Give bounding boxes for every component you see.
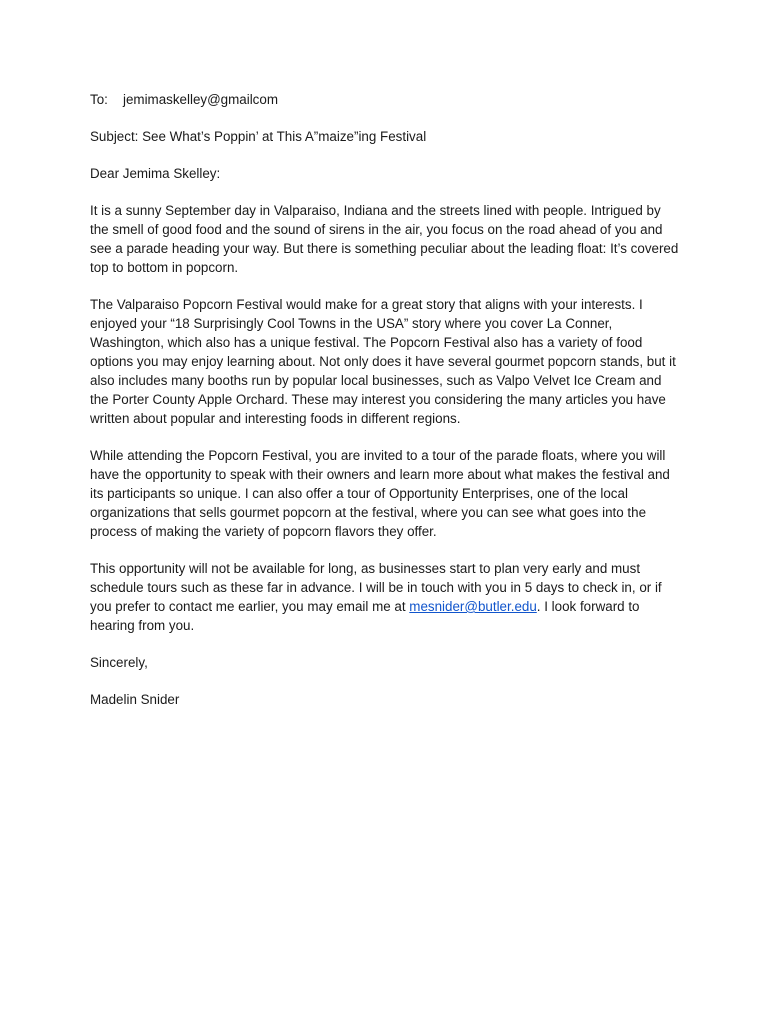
salutation: Dear Jemima Skelley:: [90, 166, 221, 181]
recipient-line: [90, 90, 682, 109]
paragraph-intro: It is a sunny September day in Valparaiso, Indiana and the streets lined with people. Intrigued by the smell of good food and the sound of sirens in the air, you focus on the road ahead of you and see a parade heading your way. But there is something peculiar about the leading float: It’s covered top to bottom in popcorn.: [90, 203, 679, 275]
follow-up-closing-text: . I look forward to hearing from you.: [90, 599, 640, 633]
paragraph-follow-up: [90, 559, 682, 635]
paragraph-interests: The Valparaiso Popcorn Festival would make for a great story that aligns with your interests. I enjoyed your “18 Surprisingly Cool Towns in the USA” story where you cover La Conner, Washington, which also has a unique festival. The Popcorn Festival also has a variety of food options you may enjoy learning about. Not only does it have several gourmet popcorn stands, but it also includes many booths run by popular local businesses, such as Valpo Velvet Ice Cream and the Porter County Apple Orchard. These may interest you considering the many articles you have written about popular and interesting foods in different regions.: [90, 297, 676, 426]
letter-body: [90, 90, 682, 727]
follow-up-text: This opportunity will not be available for long, as businesses start to plan very early and must schedule tours such as these far in advance. I will be in touch with you in 5 days to check in, or if you prefer to contact me earlier, you may email me at: [90, 561, 662, 614]
paragraph-tour-offer: While attending the Popcorn Festival, you are invited to a tour of the parade floats, where you will have the opportunity to speak with their owners and learn more about what makes the festival and its participants so unique. I can also offer a tour of Opportunity Enterprises, one of the local organizations that sells gourmet popcorn at the festival, where you can see what goes into the process of making the variety of popcorn flavors they offer.: [90, 448, 670, 539]
recipient-email: jemimaskelley@gmailcom: [123, 92, 278, 107]
closing: Sincerely,: [90, 655, 148, 670]
sender-email-link[interactable]: mesnider@butler.edu: [409, 599, 537, 614]
subject-line: Subject: See What’s Poppin’ at This A”maize”ing Festival: [90, 129, 427, 144]
signature-name: Madelin Snider: [90, 692, 180, 707]
to-label: To:: [90, 92, 108, 107]
